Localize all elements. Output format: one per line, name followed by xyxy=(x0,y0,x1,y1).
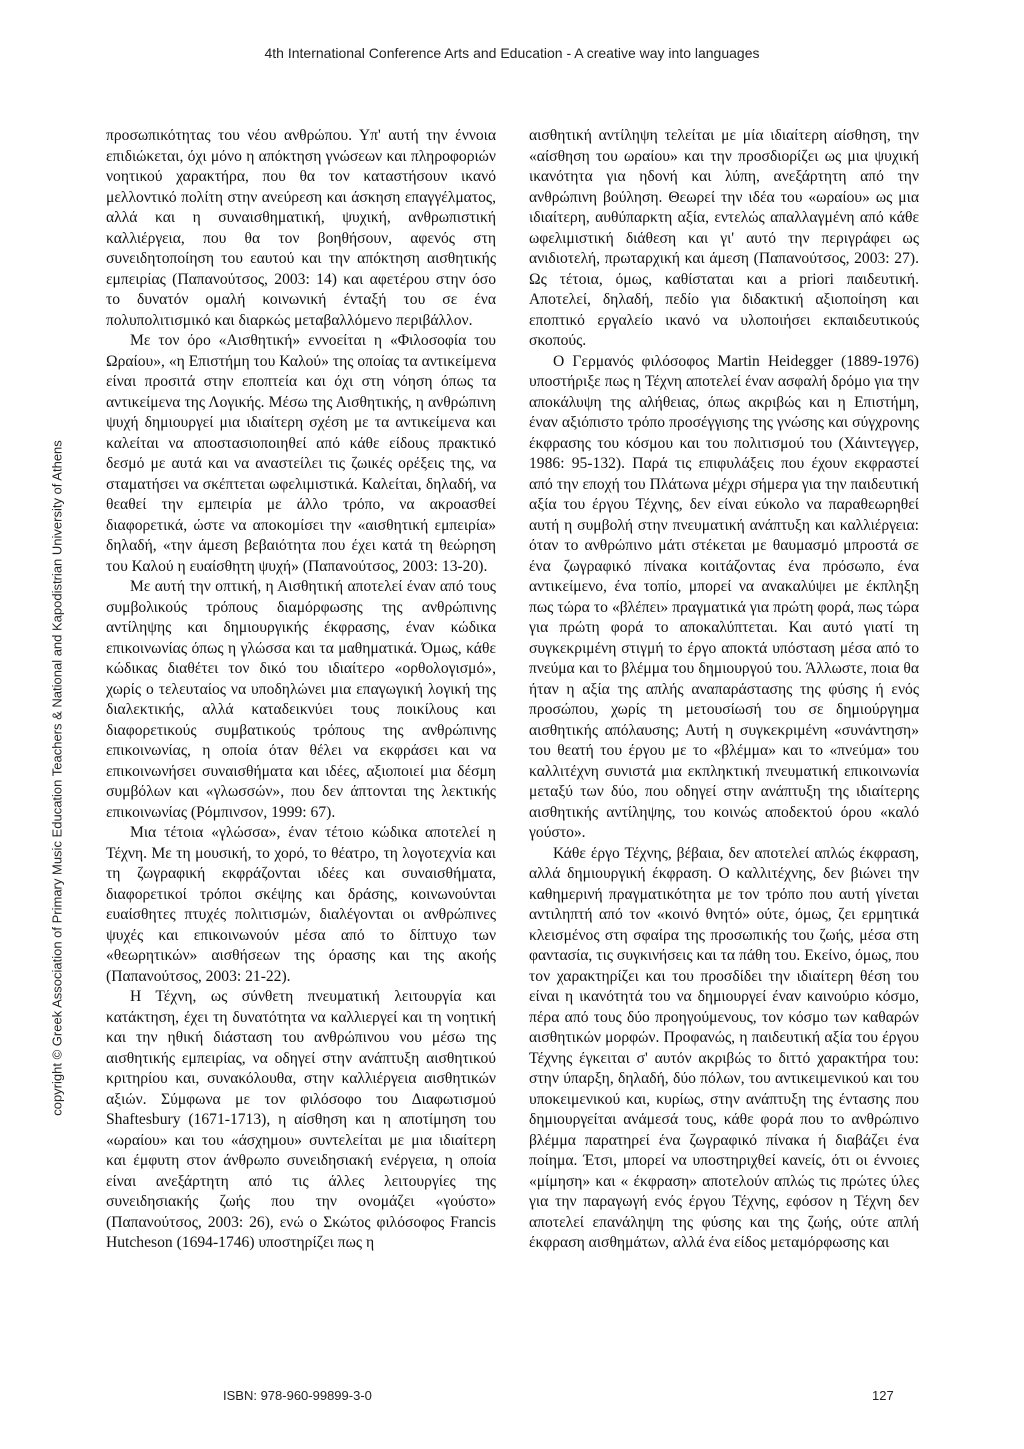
paragraph: Μια τέτοια «γλώσσα», έναν τέτοιο κώδικα αποτελεί η Τέχνη. Με τη μουσική, το χορό, το θέατρο, τη λογοτεχνία και τη ζωγραφική εκφράζονται ιδέες και συναισθήματα, διαφορετικοί τρόποι σκέψης και δράσης, κοινωνούνται ευαίσθητες πτυχές πολιτισμών, διαλέγονται οι ανθρώπινες ψυχές και επικοινωνούν μέσα από το δίπτυχο των «θεωρητικών» αισθήσεων της όρασης και της ακοής (Παπανούτσος, 2003: 21-22). xyxy=(106,824,496,985)
left-column xyxy=(106,126,496,1254)
copyright-text: copyright © Greek Association of Primary Music Education Teachers & National and Kapodistrian University of Athens xyxy=(49,440,65,1116)
paragraph: Με τον όρο «Αισθητική» εννοείται η «Φιλοσοφία του Ωραίου», «η Επιστήμη του Καλού» της οποίας τα αντικείμενα είναι προσιτά στην εποπτεία και όχι στη νόηση όπως τα αντικείμενα της Λογικής. Μέσω της Αισθητικής, η ανθρώπινη ψυχή δημιουργεί μια ιδιαίτερη σχέση με τα αντικείμενα και καλείται να αποστασιοποιηθεί από κάθε είδους πρακτικό δεσμό με αυτά και να αναστείλει τις ζωικές ορέξεις της, να σταματήσει να σκέπτεται ωφελιμιστικά. Καλείται, δηλαδή, να θεαθεί την εμπειρία με άλλο τρόπο, να ακροασθεί διαφορετικά, ώστε να αποκομίσει την «αισθητική εμπειρία» δηλαδή, «την άμεση βεβαιότητα που έχει κατά τη θεώρηση του Καλού η ευαίσθητη ψυχή» (Παπανούτσος, 2003: 13-20). xyxy=(106,332,496,575)
paragraph: προσωπικότητας του νέου ανθρώπου. Υπ' αυτή την έννοια επιδιώκεται, όχι μόνο η απόκτηση γνώσεων και πληροφοριών νοητικού χαρακτήρα, που θα τον καταστήσουν ικανό μελλοντικό πολίτη στην ανεύρεση και άσκηση επαγγέλματος, αλλά και η συναισθηματική, ψυχική, ανθρωπιστική καλλιέργεια, που θα τον βοηθήσουν, αφενός στη συνειδητοποίηση του εαυτού και την απόκτηση αισθητικής εμπειρίας (Παπανούτσος, 2003: 14) και αφετέρου στην όσο το δυνατόν ομαλή κοινωνική ένταξή του σε ένα πολυπολιτισμικό και διαρκώς μεταβαλλόμενο περιβάλλον. xyxy=(106,127,496,329)
paragraph: αισθητική αντίληψη τελείται με μία ιδιαίτερη αίσθηση, την «αίσθηση του ωραίου» και την προσδιορίζει ως μια ψυχική ικανότητα για ηδονή και λύπη, ανεξάρτητη από την ανθρώπινη βούληση. Θεωρεί την ιδέα του «ωραίου» ως μια ιδιαίτερη, αυθύπαρκτη αξία, εντελώς απαλλαγμένη από κάθε ωφελιμιστική διάθεση και γι' αυτό την περιγράφει ως ανιδιοτελή, πρωταρχική και άμεση (Παπανούτσος, 2003: 27). Ως τέτοια, όμως, καθίσταται και a priori παιδευτική. Αποτελεί, δηλαδή, πεδίο για διδακτική αξιοποίηση και εποπτικό εργαλείο ικανό να υλοποιήσει εκπαιδευτικούς σκοπούς. xyxy=(529,127,919,349)
paragraph: Κάθε έργο Τέχνης, βέβαια, δεν αποτελεί απλώς έκφραση, αλλά δημιουργική έκφραση. Ο καλλιτέχνης, δεν βιώνει την καθημερινή πραγματικότητα με τον τρόπο που αυτή γίνεται αντιληπτή από τον «κοινό θνητό» ούτε, όμως, ζει ερμητικά κλεισμένος στη σφαίρα της προσωπικής του ζωής, μέσα στη φαντασία, τις συγκινήσεις και τα πάθη του. Εκείνο, όμως, που τον χαρακτηρίζει και του προσδίδει την ιδιαίτερη θέση του είναι η ικανότητά του να δημιουργεί έναν καινούριο κόσμο, πέρα από τους δύο προηγούμενους, τον κόσμο των καθαρών αισθητικών μορφών. Προφανώς, η παιδευτική αξία του έργου Τέχνης έγκειται σ' αυτόν ακριβώς το διττό χαρακτήρα του: στην ύπαρξη, δηλαδή, δύο πόλων, του αντικειμενικού και του υποκειμενικού και, κυρίως, στην ανάπτυξη της έντασης που δημιουργείται ανάμεσά τους, κάθε φορά που το ανθρώπινο βλέμμα παρατηρεί ένα ζωγραφικό πίνακα ή διαβάζει ένα ποίημα. Έτσι, μπορεί να υποστηριχθεί κανείς, ότι οι έννοιες «μίμηση» και « έκφραση» αποτελούν απλώς τις πρώτες ύλες για την παραγωγή ενός έργου Τέχνης, εφόσον η Τέχνη δεν αποτελεί επανάληψη της φύσης και της ζωής, ούτε απλή έκφραση αισθημάτων, αλλά ένα είδος μεταμόρφωσης και xyxy=(529,844,919,1251)
isbn: ISBN: 978-960-99899-3-0 xyxy=(223,1388,372,1403)
right-column xyxy=(529,126,919,1254)
page-number: 127 xyxy=(872,1388,894,1403)
paragraph: Ο Γερμανός φιλόσοφος Martin Heidegger (1889-1976) υποστήριξε πως η Τέχνη αποτελεί έναν ασφαλή δρόμο για την αποκάλυψη της αλήθειας, όπως ακριβώς και η Επιστήμη, έναν αξιόπιστο τρόπο προσέγγισης της γνώσης και σύγχρονης έκφρασης του κόσμου και του πολιτισμού του (Χάιντεγγερ, 1986: 95-132). Παρά τις επιφυλάξεις που έχουν εκφραστεί από την εποχή του Πλάτωνα μέχρι σήμερα για την παιδευτική αξία του έργου Τέχνης, δεν είναι εύκολο να παραθεωρηθεί αυτή η συμβολή στην πνευματική ανάπτυξη και καλλιέργεια: όταν το ανθρώπινο μάτι στέκεται με θαυμασμό μπροστά σε ένα ζωγραφικό πίνακα κοιτάζοντας ένα πρόσωπο, ένα αντικείμενο, ένα τοπίο, μπορεί να ανακαλύψει με έκπληξη πως τώρα το «βλέπει» πραγματικά για πρώτη φορά, πως τώρα για πρώτη φορά το αποκαλύπτεται. Και αυτό γιατί τη συγκεκριμένη στιγμή το έργο αποκτά υπόσταση μέσα από το πνεύμα και το βλέμμα του δημιουργού του. Άλλωστε, ποια θα ήταν η αξία της απλής αναπαράστασης της φύσης ή ενός προσώπου, χωρίς τη μετουσίωσή του σε δημιούργημα αισθητικής απόλαυσης; Αυτή η συγκεκριμένη «συνάντηση» του θεατή του έργου με το «βλέμμα» και το «πνεύμα» του καλλιτέχνη συνιστά μια εκπληκτική πνευματική επικοινωνία μεταξύ των δύο, που οδηγεί στην ανάπτυξη της ιδιαίτερης αισθητικής αντίληψης, του κοινώς αποδεκτού όρου «καλό γούστο». xyxy=(529,352,919,841)
paragraph: Με αυτή την οπτική, η Αισθητική αποτελεί έναν από τους συμβολικούς τρόπους διαμόρφωσης της ανθρώπινης αντίληψης και δημιουργικής έκφρασης, έναν κώδικα επικοινωνίας όπως η γλώσσα και τα μαθηματικά. Όμως, κάθε κώδικας διαθέτει τον δικό του ιδιαίτερο «ορθολογισμό», χωρίς ο τελευταίος να υποδηλώνει μια επαγωγική λογική της διαλεκτικής, αλλά καταδεικνύει τους ποικίλους και διαφορετικούς συμβατικούς τρόπους της ανθρώπινης επικοινωνίας, η οποία όταν θέλει να εκφράσει και να επικοινωνήσει συναισθήματα και ιδέες, αξιοποιεί μια δέσμη συμβόλων και «γλωσσών», που δεν άπτονται της λεκτικής επικοινωνίας (Ρόμπινσον, 1999: 67). xyxy=(106,578,496,821)
paragraph: Η Τέχνη, ως σύνθετη πνευματική λειτουργία και κατάκτηση, έχει τη δυνατότητα να καλλιεργεί και τη νοητική και την ηθική διάσταση του ανθρώπινου νου μέσω της αισθητικής εμπειρίας, να οδηγεί στην ανάπτυξη αισθητικού κριτηρίου και, συνακόλουθα, στην καλλιέργεια αισθητικών αξιών. Σύμφωνα με τον φιλόσοφο του Διαφωτισμού Shaftesbury (1671-1713), η αίσθηση και η αποτίμηση του «ωραίου» και του «άσχημου» συντελείται με μια ιδιαίτερη και έμφυτη στον άνθρωπο συνειδησιακή ενέργεια, η οποία είναι ανεξάρτητη από τις άλλες λειτουργίες της συνειδησιακής ζωής που την ονομάζει «γούστο» (Παπανούτσος, 2003: 26), ενώ ο Σκώτος φιλόσοφος Francis Hutcheson (1694-1746) υποστηρίζει πως η xyxy=(106,988,496,1251)
running-header: 4th International Conference Arts and Education - A creative way into languages xyxy=(264,45,760,61)
